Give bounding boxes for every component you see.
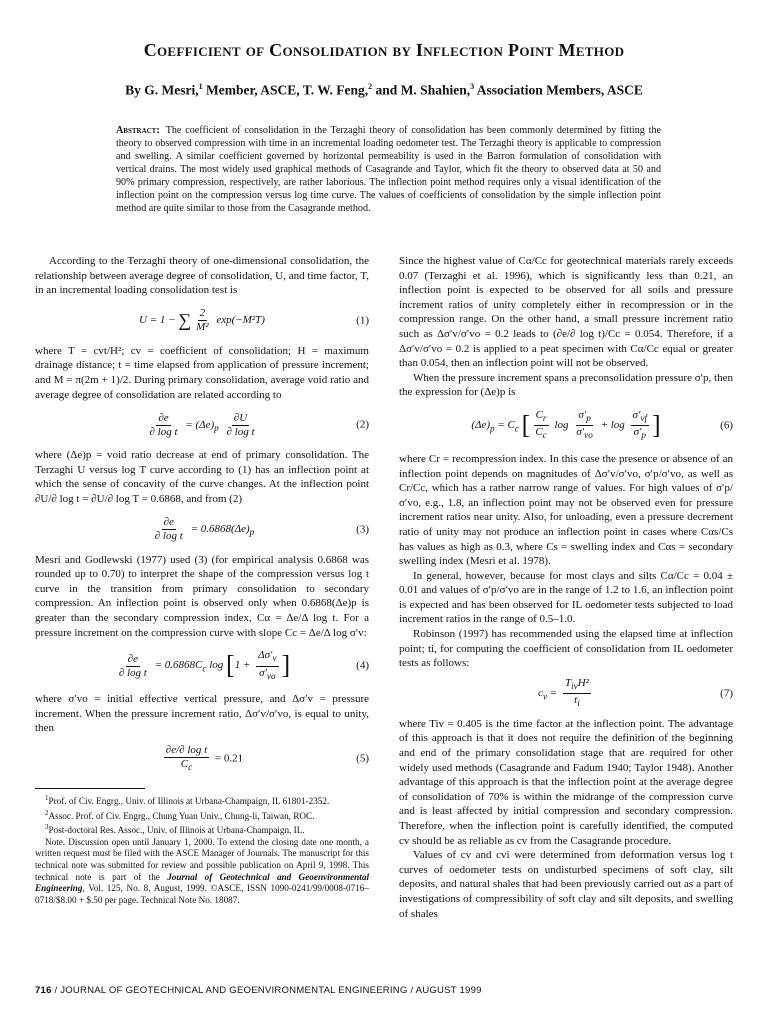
author-by: By G. Mesri, [125,82,199,98]
left-paragraph-1: According to the Terzaghi theory of one-dimensional consolidation, the relationship between average degree of consolidation, U, and time factor, T, in an incremental loading consolidation test is [35,255,369,297]
right-paragraph-4: In general, however, because for most clays and silts Cα/Cc = 0.04 ± 0.01 and values of σ′p/σ′vo are in the range of 1.2 to 1.6, an inflection point is expected and has been observed for IL oedometer tests subjected to load increment ratios in the range of 0.5–1.0. [399,569,733,626]
equation-5-rhs: = 0.21 [214,752,244,765]
equation-2-number: (2) [356,418,369,431]
abstract-label: Abstract: [116,125,160,136]
left-paragraph-4: Mesri and Godlewski (1977) used (3) (for empirical analysis 0.6868 was rounded up to 0.70) to interpret the shape of the compression versus log t curve in the transition from primary consolidation to secondary compression. An inflection point is observed only when 0.6868(Δe)p is greater than the secondary compression index, Cα = Δe/Δ log t. For a pressure increment on the compression curve with slope Cc = Δe/Δ log σ′v: [35,553,369,639]
journal-name: Journal of Geotechnical and Geoenvironmental Engineering [35,871,369,894]
page-number: 716 [35,985,52,996]
paper-title: Coefficient of Consolidation by Inflection Point Method [143,40,625,60]
left-paragraph-2: where T = cvt/H²; cv = coefficient of consolidation; H = maximum drainage distance; t = time elapsed from application of pressure increment; and M = π(2m + 1)/2. During primary consolidation, average void ratio and average degree of consolidation are related according to [35,344,369,401]
equation-3 [35,511,369,549]
footnotes [35,793,369,907]
equation-1-number: (1) [356,314,369,327]
right-paragraph-6: where Tiv = 0.405 is the time factor at the inflection point. The advantage of this approach is that it does not require the definition of the beginning and end of the primary consolidation stage that are required for other widely used methods (Casagrande and Fadum 1940; Taylor 1948). Another advantage of this approach is that the inflection point at the average degree of consolidation of 70% is within the midrange of the compression curve and is least affected by initial compression and secondary compression. Therefore, when the inflection point is carefully identified, the computed cv should be as reliable as cv from the Casagrande procedure. [399,717,733,847]
equation-7-number: (7) [720,687,733,700]
equation-7 [399,675,733,713]
footnote-1: $^1$Prof. of Civ. Engrg., Univ. of Illinois at Urbana-Champaign, IL 61801-2352. [45,793,330,806]
journal-footer: / JOURNAL OF GEOTECHNICAL AND GEOENVIRONMENTAL ENGINEERING / AUGUST 1999 [51,985,482,996]
equation-5-number: (5) [356,752,369,765]
author-role-2: and M. Shahien, [372,82,471,98]
footnote-3: $^3$Post-doctoral Res. Assoc., Univ. of Illinois at Urbana-Champaign, IL. [45,823,305,836]
equation-6-body: $(\Delta e)_p = C_c$ [ $\frac{C_r}{C_c}$ log $\frac{\sigma'_p}{\sigma'_{vo}}$ + log $\frac{\sigma'_{vf}}{\sigma'_p}$ ] [471,409,661,441]
equation-4-body: $\frac{\partial e}{\text{∂ log t}}$ = $0.6868C_c$ log [1 + $\frac{\Delta\sigma'_v}{\sigma'_{vo}}$ ] [118,649,291,681]
page-footer [35,985,482,996]
equation-4-number: (4) [356,659,369,672]
equation-7-body: $c_v$ = $\frac{T_{iv}H^2}{t_i}$ [538,677,589,709]
equation-5-body: $\frac{\text{∂e/∂ log t}}{C_c}$ = 0.21 [165,743,244,772]
author-role-3: Association Members, ASCE [474,82,643,98]
equation-5 [35,740,369,778]
footnote-note: Note. Discussion open until January 1, 2000. To extend the closing date one month, a written request must be filed with the ASCE Manager of Journals. The manuscript for this technical note was submitted for review and possible publication on April 9, 1998. This technical note is part of the Journal of Geotechnical and Geoenvironmental Engineering, Vol. 125, No. 8, August, 1999. ©ASCE, ISSN 1090-0241/99/0008-0716–0718/$8.00 + $.50 per page. Technical Note No. 18087. [35,836,369,905]
abstract-text: The coefficient of consolidation in the Terzaghi theory of consolidation has been commonly determined by fitting the theory to observed compression with time in an incremental loading oedometer test. The Terzaghi theory is applicable to compression and swelling. A similar coefficient governed by horizontal permeability is used in the Barron formulation of consolidation with vertical drains. The most widely used graphical methods of Casagrande and Taylor, which fit the theory to observed data at 50 and 90% primary compression, respectively, are rather laborious. The inflection point method requires only a visual identification of the inflection point on the compression versus log time curve. The values of coefficients of consolidation by the simple inflection point method are quite similar to those from the Casagrande method. [116,125,661,214]
right-paragraph-5: Robinson (1997) has recommended using the elapsed time at inflection point; ti, for computing the coefficient of consolidation from IL oedometer tests as follows: [399,628,733,670]
footnote-divider [35,788,145,789]
footnote-2: $^2$Assoc. Prof. of Civ. Engrg., Chung Yuan Univ., Chung-li, Taiwan, ROC. [45,808,315,821]
left-paragraph-3: where (Δe)p = void ratio decrease at end of primary consolidation. The Terzaghi U versus log T curve according to (1) has an inflection point at which the sense of concavity of the curve changes. At the inflection point ∂U/∂ log t = ∂U/∂ log T = 0.6868, and from (2) [35,449,369,505]
equation-3-body: $\frac{\partial e}{\text{∂ log t}}$ = $0.6868(\Delta e)_p$ [154,516,255,543]
author-line [0,82,768,99]
equation-1-body: U = 1 − ∑ $\frac{2}{\text{M²}}$ exp(−M²T) [139,307,265,334]
equation-3-number: (3) [356,523,369,536]
abstract [116,124,661,215]
author-role-1: Member, ASCE, T. W. Feng, [202,82,369,98]
right-paragraph-1: Since the highest value of Cα/Cc for geotechnical materials rarely exceeds 0.07 (Terzaghi et al. 1996), which is significantly less than 0.21, an inflection point is expected to be observed for all soils and pressure increment ratios of unity completely either in recompression or in the compression range. On the other hand, a small pressure increment ratio such as Δσ′v/σ′vo = 0.2 leads to (∂e/∂ log t)/Cc = 0.054. Therefore, if a Δσ′v/σ′vo = 0.2 is applied to a peat specimen with Cα/Cc equal or greater than 0.054, then an inflection point will not be observed. [399,255,733,370]
left-column [35,254,369,906]
author-3-sup: 3 [470,82,475,91]
equation-6 [399,404,733,448]
equation-6-number: (6) [720,419,733,432]
equation-4 [35,644,369,688]
right-paragraph-7: Values of cv and cvi were determined from deformation versus log t curves of oedometer tests on undisturbed specimens of soft clay, silt deposits, and natural shales that had been previously carried out as a part of investigations of compressibility of soft clay and silt deposits, and swelling of shales [399,849,733,920]
author-2-sup: 2 [368,82,373,91]
equation-2-body: $\frac{\partial e}{\text{∂ log t}}$ = $(\Delta e)_p$ $\frac{\partial U}{\text{∂ log t}}$ [149,411,255,438]
author-1-sup: 1 [198,82,203,91]
right-paragraph-2: When the pressure increment spans a preconsolidation pressure σ′p, then the expression for (Δe)p is [399,371,733,399]
right-paragraph-3: where Cr = recompression index. In this case the presence or absence of an inflection point depends on magnitudes of Δσ′v/σ′vo, σ′p/σ′vo, as well as Cr/Cc, which has a rather narrow range of values. For high values of σ′p/σ′vo, e.g., 1.8, an inflection point may not be observed even for pressure increment ratios near unity. Also, for unloading, even a pressure decrement ratio of unity may not produce an inflection point in cases where Cαs/Cs has values as high as 0.3, where Cs = swelling index and Cαs = secondary swelling index (Mesri et al. 1978). [399,452,733,568]
right-column [399,254,733,921]
left-paragraph-5: where σ′vo = initial effective vertical pressure, and Δσ′v = pressure increment. When the pressure increment ratio, Δσ′v/σ′vo, is equal to unity, then [35,693,369,735]
equation-2 [35,406,369,444]
equation-1 [35,302,369,340]
